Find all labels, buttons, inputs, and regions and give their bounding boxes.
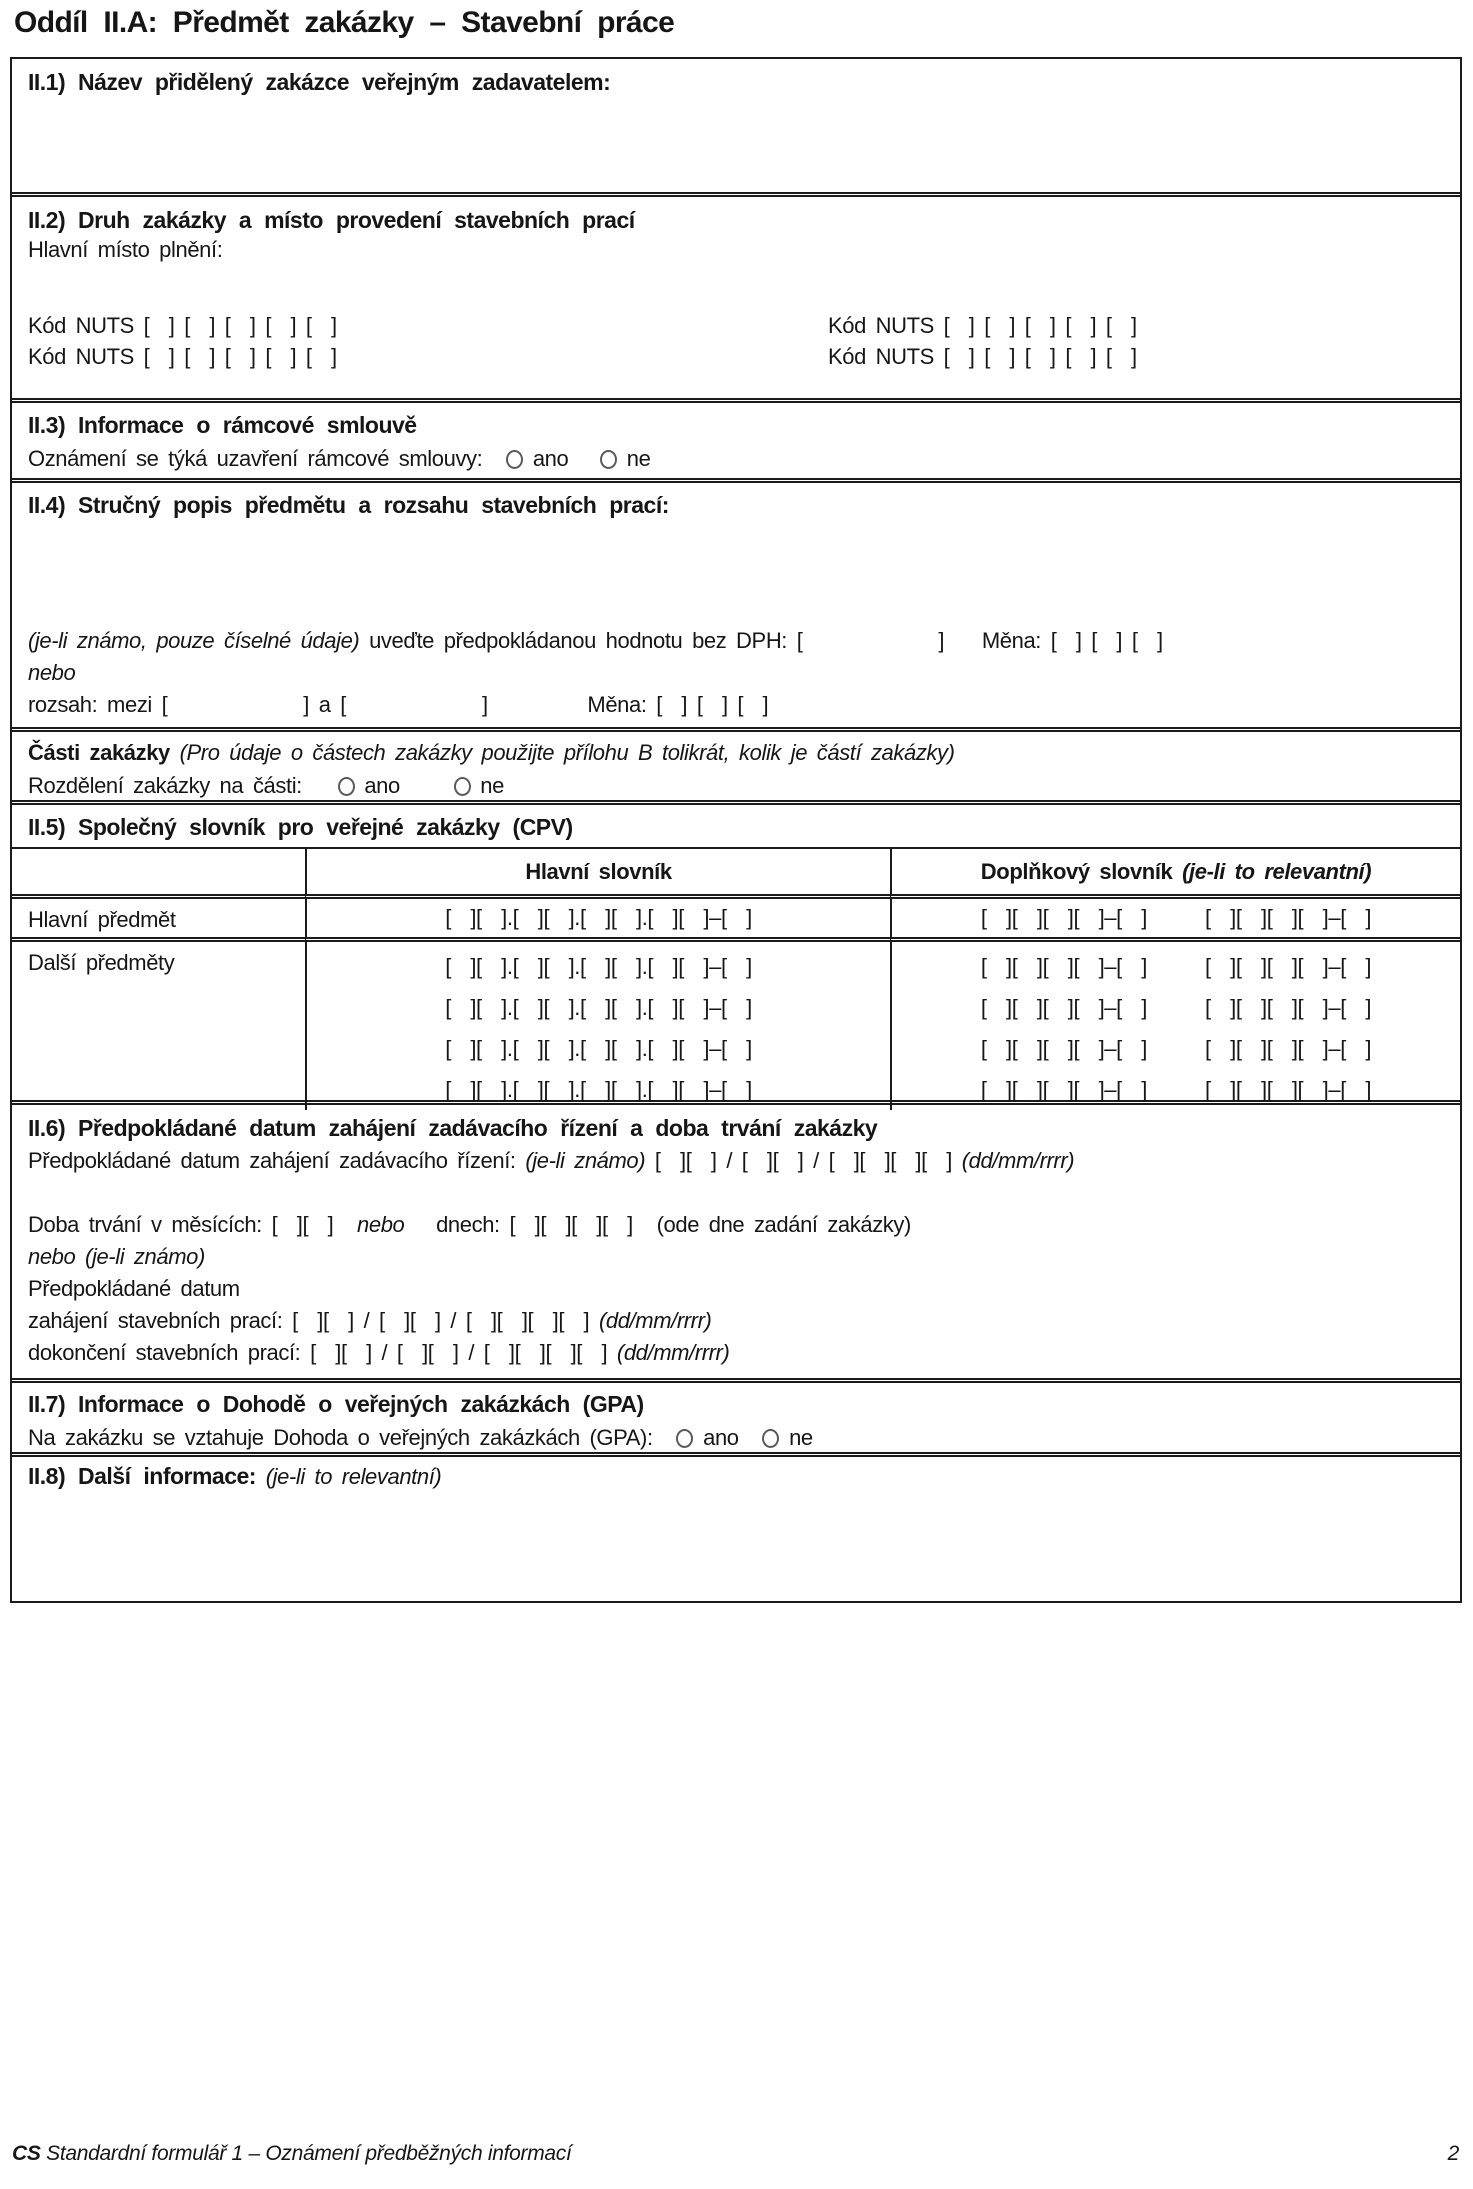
cpv-supp-vocab-note: (je-li to relevantní) — [1182, 858, 1372, 884]
form-box — [10, 57, 1462, 1603]
section-ii5 — [12, 800, 1460, 847]
main-place-label: Hlavní místo plnění: — [28, 237, 223, 262]
nuts-codes — [28, 310, 1448, 372]
cpv-supp-code-field[interactable]: [ ][ ][ ][ ]–[ ] — [980, 954, 1147, 979]
cpv-supp-code-field[interactable]: [ ][ ][ ][ ]–[ ] — [1205, 954, 1372, 979]
lots-no-radio[interactable] — [454, 777, 471, 796]
section-ii2-header: II.2) Druh zakázky a místo provedení stavebních prací — [28, 207, 635, 233]
duration-days-note: (ode dne zadání zakázky) — [656, 1212, 911, 1237]
lots-row — [28, 736, 1448, 769]
procedure-start-row — [28, 1145, 1448, 1177]
works-start-row — [28, 1305, 1448, 1337]
cpv-main-code-field[interactable]: [ ][ ].[ ][ ].[ ][ ].[ ][ ]–[ ] — [445, 1036, 752, 1061]
framework-no-radio[interactable] — [600, 450, 617, 469]
cpv-main-vocab-header: Hlavní slovník — [305, 849, 890, 894]
currency-field[interactable]: Měna: [ ] [ ] [ ] — [981, 628, 1163, 653]
cpv-corner-cell — [12, 849, 305, 894]
cpv-additional-supp-fields — [890, 937, 1460, 1110]
section-ii1 — [12, 59, 1460, 192]
footer-language-code: CS — [12, 2142, 41, 2165]
date-format-note: (dd/mm/rrrr) — [961, 1148, 1075, 1173]
works-end-date-field[interactable]: [ ][ ] / [ ][ ] / [ ][ ][ ][ ] — [310, 1340, 608, 1365]
section-ii7-header: II.7) Informace o Dohodě o veřejných zakázkách (GPA) — [28, 1391, 644, 1417]
cpv-main-code-field[interactable]: [ ][ ].[ ][ ].[ ][ ].[ ][ ]–[ ] — [445, 954, 752, 979]
works-end-label: dokončení stavebních prací: — [28, 1340, 301, 1365]
section-ii8 — [12, 1452, 1460, 1601]
range-row — [28, 689, 1448, 721]
cpv-supp-vocab-title: Doplňkový slovník — [980, 858, 1173, 884]
gpa-question-row — [28, 1421, 1448, 1454]
section-ii2 — [12, 192, 1460, 398]
works-start-date-field[interactable]: [ ][ ] / [ ][ ] / [ ][ ][ ][ ] — [292, 1308, 590, 1333]
cpv-supp-row — [900, 1069, 1452, 1110]
gpa-no-label: ne — [789, 1425, 813, 1450]
cpv-main-code-field[interactable]: [ ][ ].[ ][ ].[ ][ ].[ ][ ]–[ ] — [305, 894, 890, 937]
lots-yes-label: ano — [364, 773, 400, 798]
section-ii6-header: II.6) Předpokládané datum zahájení zadávacího řízení a doba trvání zakázky — [28, 1115, 878, 1141]
framework-yes-radio[interactable] — [506, 450, 523, 469]
currency-field-2[interactable]: Měna: [ ] [ ] [ ] — [587, 692, 769, 717]
cpv-supp-code-field[interactable]: [ ][ ][ ][ ]–[ ] — [980, 905, 1147, 930]
section-lots — [12, 727, 1460, 800]
cpv-supp-code-field[interactable]: [ ][ ][ ][ ]–[ ] — [1205, 1077, 1372, 1102]
framework-yes-label: ano — [532, 446, 569, 471]
framework-no-label: ne — [626, 446, 651, 471]
gpa-yes-label: ano — [703, 1425, 739, 1450]
footer-form-name: Standardní formulář 1 – Oznámení předběžných informací — [46, 2142, 572, 2165]
date-format-note: (dd/mm/rrrr) — [616, 1340, 730, 1365]
nuts-code-field[interactable]: Kód NUTS [ ] [ ] [ ] [ ] [ ] — [28, 313, 337, 338]
cpv-supp-code-field[interactable]: [ ][ ][ ][ ]–[ ] — [980, 1077, 1147, 1102]
cpv-main-code-field[interactable]: [ ][ ].[ ][ ].[ ][ ].[ ][ ]–[ ] — [445, 1077, 752, 1102]
estimated-value-row — [28, 625, 1448, 657]
section-ii8-header: II.8) Další informace: — [28, 1463, 256, 1489]
cpv-supp-code-field[interactable]: [ ][ ][ ][ ]–[ ] — [1205, 995, 1372, 1020]
cpv-supp-row — [900, 1028, 1452, 1069]
duration-days-field[interactable]: [ ][ ][ ][ ] — [509, 1212, 633, 1237]
section-ii8-header-row — [28, 1463, 1448, 1490]
if-known-note: (je-li známo) — [525, 1148, 646, 1173]
cpv-main-object-label: Hlavní předmět — [12, 894, 305, 937]
range-field[interactable]: rozsah: mezi [ ] a [ ] — [28, 692, 488, 717]
lots-note: (Pro údaje o částech zakázky použijte přílohu B tolikrát, kolik je částí zakázky) — [179, 740, 955, 765]
cpv-supp-code-field[interactable]: [ ][ ][ ][ ]–[ ] — [1205, 1036, 1372, 1061]
footer-left — [12, 2142, 572, 2166]
section-ii4 — [12, 478, 1460, 727]
date-format-note: (dd/mm/rrrr) — [598, 1308, 712, 1333]
cpv-table — [12, 847, 1460, 1100]
page-number: 2 — [1447, 2142, 1459, 2165]
cpv-supp-row — [900, 946, 1452, 987]
gpa-no-radio[interactable] — [762, 1429, 779, 1448]
procedure-start-date-field[interactable]: [ ][ ] / [ ][ ] / [ ][ ][ ][ ] — [654, 1148, 952, 1173]
cpv-main-supp-fields — [890, 894, 1460, 937]
duration-days-label: dnech: — [436, 1212, 500, 1237]
duration-row — [28, 1209, 1448, 1241]
framework-question-row — [28, 442, 1448, 475]
cpv-supp-code-field[interactable]: [ ][ ][ ][ ]–[ ] — [1205, 905, 1372, 930]
estimated-value-note: (je-li známo, pouze číselné údaje) — [28, 628, 360, 653]
cpv-additional-objects-label: Další předměty — [12, 937, 305, 1110]
lots-question-row — [28, 769, 1448, 802]
cpv-supp-code-field[interactable]: [ ][ ][ ][ ]–[ ] — [980, 995, 1147, 1020]
page-title: Oddíl II.A: Předmět zakázky – Stavební práce — [14, 6, 675, 39]
section-ii6 — [12, 1100, 1460, 1378]
section-ii4-header: II.4) Stručný popis předmětu a rozsahu stavebních prací: — [28, 492, 669, 518]
additional-info-input-area[interactable] — [28, 1490, 1448, 1590]
framework-question-label: Oznámení se týká uzavření rámcové smlouvy: — [28, 446, 483, 471]
nuts-code-field[interactable]: Kód NUTS [ ] [ ] [ ] [ ] [ ] — [28, 344, 337, 369]
nuts-column-left — [28, 310, 828, 372]
section-ii7 — [12, 1378, 1460, 1452]
description-input-area[interactable] — [28, 522, 1448, 625]
section-ii3 — [12, 398, 1460, 478]
works-end-row — [28, 1337, 1448, 1369]
cpv-supp-vocab-header — [890, 849, 1460, 894]
section-ii5-header: II.5) Společný slovník pro veřejné zakázky (CPV) — [28, 814, 573, 840]
cpv-main-code-field[interactable]: [ ][ ].[ ][ ].[ ][ ].[ ][ ]–[ ] — [445, 995, 752, 1020]
cpv-supp-row — [900, 987, 1452, 1028]
gpa-yes-radio[interactable] — [676, 1429, 693, 1448]
section-ii1-header: II.1) Název přidělený zakázce veřejným zadavatelem: — [28, 69, 611, 95]
lots-yes-radio[interactable] — [338, 777, 355, 796]
works-start-label: zahájení stavebních prací: — [28, 1308, 283, 1333]
or-if-known-label: nebo (je-li známo) — [28, 1244, 205, 1269]
nuts-column-right — [828, 310, 1448, 372]
lots-question-label: Rozdělení zakázky na části: — [28, 773, 302, 798]
cpv-additional-main-fields — [305, 937, 890, 1110]
estimated-value-field[interactable]: uveďte předpokládanou hodnotu bez DPH: [ ] — [359, 628, 945, 653]
duration-months-label: Doba trvání v měsících: — [28, 1212, 262, 1237]
nuts-code-field[interactable]: Kód NUTS [ ] [ ] [ ] [ ] [ ] — [828, 313, 1137, 338]
page-footer — [12, 2142, 1459, 2166]
lots-label: Části zakázky — [28, 740, 170, 765]
gpa-question-label: Na zakázku se vztahuje Dohoda o veřejných zakázkách (GPA): — [28, 1425, 653, 1450]
duration-or-label: nebo — [357, 1212, 405, 1237]
or-label: nebo — [28, 660, 76, 685]
duration-months-field[interactable]: [ ][ ] — [271, 1212, 334, 1237]
section-ii8-note: (je-li to relevantní) — [265, 1464, 442, 1489]
contract-title-input-area[interactable] — [28, 96, 1448, 176]
cpv-supp-code-field[interactable]: [ ][ ][ ][ ]–[ ] — [980, 1036, 1147, 1061]
nuts-code-field[interactable]: Kód NUTS [ ] [ ] [ ] [ ] [ ] — [828, 344, 1137, 369]
section-ii3-header: II.3) Informace o rámcové smlouvě — [28, 412, 417, 438]
lots-no-label: ne — [480, 773, 504, 798]
procedure-start-label: Předpokládané datum zahájení zadávacího řízení: — [28, 1148, 516, 1173]
expected-date-label: Předpokládané datum — [28, 1276, 240, 1301]
